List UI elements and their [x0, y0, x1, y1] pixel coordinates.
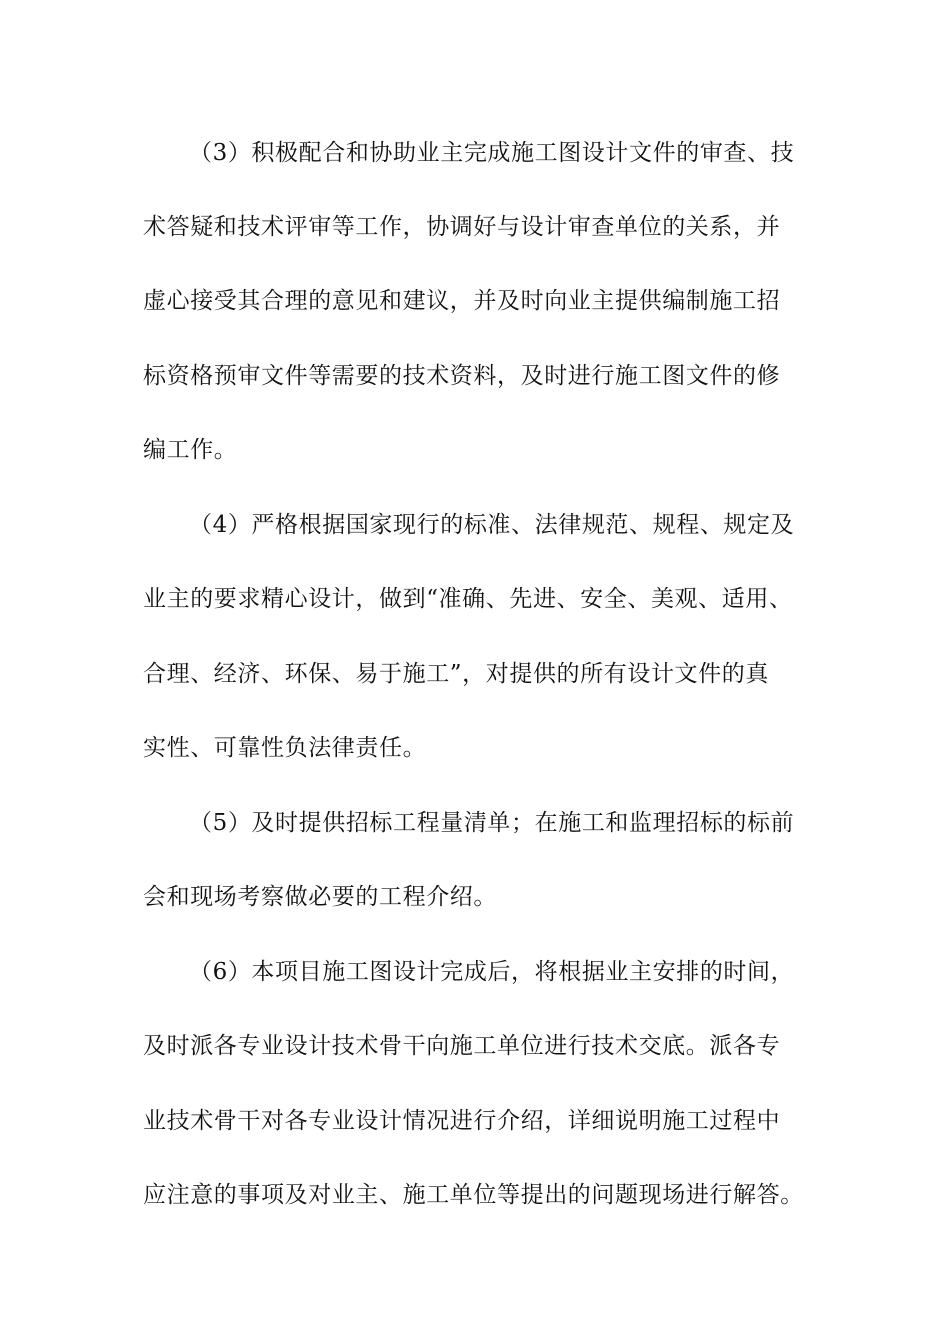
paragraph-6-line-1: （6）本项目施工图设计完成后，将根据业主安排的时间， [189, 959, 795, 985]
paragraph-6-line-2: 及时派各专业设计技术骨干向施工单位进行技术交底。派各专 [143, 1033, 781, 1059]
paragraph-4-line-2: 业主的要求精心设计，做到“准确、先进、安全、美观、适用、 [143, 586, 793, 612]
paragraph-3-line-5: 编工作。 [143, 437, 238, 463]
paragraph-4-line-1: （4）严格根据国家现行的标准、法律规范、规程、规定及 [189, 512, 795, 538]
paragraph-5-line-1: （5）及时提供招标工程量清单；在施工和监理招标的标前 [189, 810, 795, 836]
paragraph-5-line-2: 会和现场考察做必要的工程介绍。 [143, 884, 497, 910]
paragraph-3-line-2: 术答疑和技术评审等工作，协调好与设计审查单位的关系，并 [143, 214, 781, 240]
paragraph-3-line-4: 标资格预审文件等需要的技术资料，及时进行施工图文件的修 [143, 363, 781, 389]
paragraph-4-line-3: 合理、经济、环保、易于施工”，对提供的所有设计文件的真 [143, 661, 769, 687]
paragraph-3-line-3: 虚心接受其合理的意见和建议，并及时向业主提供编制施工招 [143, 288, 781, 314]
paragraph-4-line-4: 实性、可靠性负法律责任。 [143, 735, 427, 761]
paragraph-6-line-3: 业技术骨干对各专业设计情况进行介绍，详细说明施工过程中 [143, 1108, 781, 1134]
paragraph-3-line-1: （3）积极配合和协助业主完成施工图设计文件的审查、技 [189, 140, 795, 166]
paragraph-6-line-4: 应注意的事项及对业主、施工单位等提出的问题现场进行解答。 [143, 1182, 804, 1208]
